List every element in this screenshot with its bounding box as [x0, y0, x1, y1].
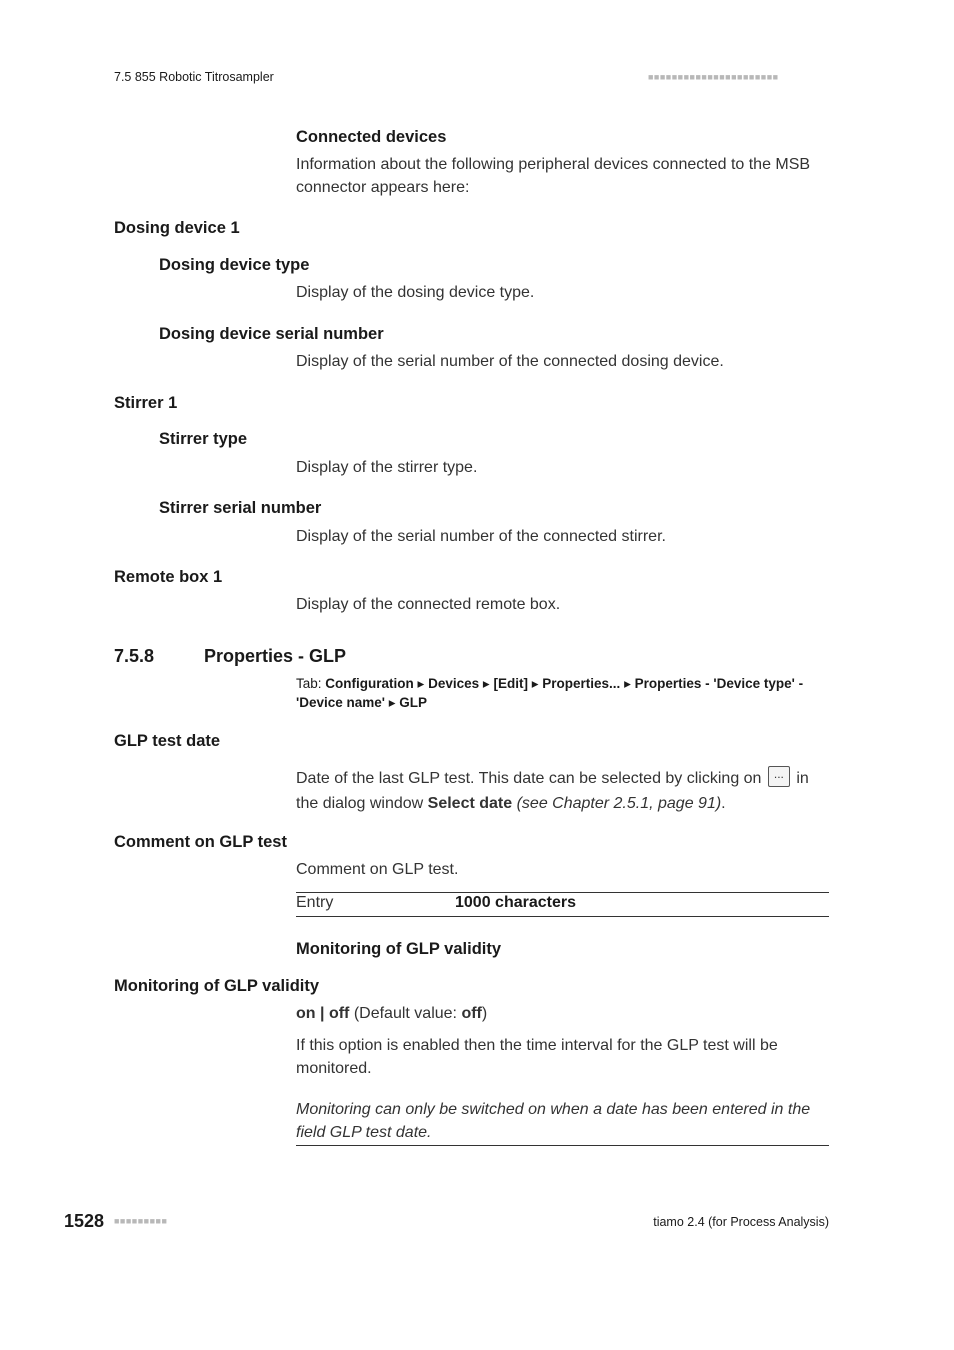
monitoring-subheading: Monitoring of GLP validity — [296, 940, 502, 958]
entry-table-bottom-rule — [296, 916, 829, 917]
dosing-device-type-heading: Dosing device type — [159, 256, 310, 274]
ellipsis-button-icon: ... — [768, 766, 790, 787]
arrow-icon: ▸ — [482, 676, 490, 691]
header-decoration: ■■■■■■■■■■■■■■■■■■■■■■ — [648, 72, 779, 82]
monitoring-note: Monitoring can only be switched on when a date has been entered in the field GLP test date. — [296, 1101, 811, 1141]
connected-devices-heading: Connected devices — [296, 128, 447, 146]
product-name: tiamo 2.4 (for Process Analysis) — [653, 1215, 829, 1229]
entry-value: 1000 characters — [455, 894, 576, 911]
dosing-device-heading: Dosing device 1 — [114, 219, 240, 237]
tab-prefix: Tab: — [296, 676, 322, 691]
glp-test-date-desc — [296, 768, 831, 816]
tab-path — [296, 674, 831, 712]
entry-label: Entry — [296, 894, 334, 911]
value-off: off — [328, 1005, 350, 1022]
footer-decoration: ■■■■■■■■■ — [114, 1216, 168, 1226]
glp-test-date-text-2: in the dialog window — [296, 770, 809, 812]
stirrer-type-desc: Display of the stirrer type. — [296, 459, 478, 476]
arrow-icon: ▸ — [417, 676, 425, 691]
tab-path-glp: GLP — [399, 695, 428, 710]
dosing-device-serial-heading: Dosing device serial number — [159, 325, 384, 343]
default-prefix: (Default value: — [353, 1005, 457, 1022]
stirrer-serial-heading: Stirrer serial number — [159, 499, 322, 517]
dosing-device-serial-desc: Display of the serial number of the connected dosing device. — [296, 353, 724, 370]
arrow-icon: ▸ — [531, 676, 539, 691]
section-number: 7.5.8 — [114, 646, 155, 666]
glp-test-date-end: . — [721, 795, 726, 812]
monitoring-heading: Monitoring of GLP validity — [114, 977, 320, 995]
chapter-reference-link[interactable]: (see Chapter 2.5.1, page 91) — [516, 795, 722, 812]
tab-path-configuration: Configuration — [325, 676, 414, 691]
note-bottom-rule — [296, 1145, 829, 1146]
default-value: off — [461, 1005, 482, 1022]
stirrer-serial-desc: Display of the serial number of the connected stirrer. — [296, 528, 666, 545]
dosing-device-type-desc: Display of the dosing device type. — [296, 284, 535, 301]
monitoring-desc: If this option is enabled then the time interval for the GLP test will be monitored. — [296, 1037, 778, 1077]
section-title: Properties - GLP — [204, 646, 347, 666]
stirrer-heading: Stirrer 1 — [114, 394, 178, 412]
remote-box-desc: Display of the connected remote box. — [296, 596, 561, 613]
tab-path-properties: Properties... — [542, 676, 621, 691]
dialog-name: Select date — [427, 795, 513, 812]
arrow-icon: ▸ — [624, 676, 631, 691]
glp-test-date-heading: GLP test date — [114, 732, 221, 750]
monitoring-values — [296, 1003, 487, 1026]
tab-path-devices: Devices — [428, 676, 480, 691]
comment-desc: Comment on GLP test. — [296, 861, 459, 878]
connected-devices-desc: Information about the following peripheral devices connected to the MSB connector appears here: — [296, 156, 811, 196]
stirrer-type-heading: Stirrer type — [159, 430, 248, 448]
running-header: 7.5 855 Robotic Titrosampler — [114, 70, 274, 84]
comment-heading: Comment on GLP test — [114, 833, 287, 851]
arrow-icon: ▸ — [388, 695, 396, 710]
glp-test-date-text-1: Date of the last GLP test. This date can be selected by clicking on — [296, 770, 762, 787]
tab-path-properties-device: Properties - 'Device type' - 'Device name' — [296, 676, 804, 710]
page-number: 1528 — [64, 1211, 105, 1231]
value-separator: | — [320, 1005, 325, 1022]
default-suffix: ) — [481, 1005, 488, 1022]
tab-path-edit: [Edit] — [493, 676, 528, 691]
value-on: on — [296, 1005, 316, 1022]
remote-box-heading: Remote box 1 — [114, 568, 223, 586]
